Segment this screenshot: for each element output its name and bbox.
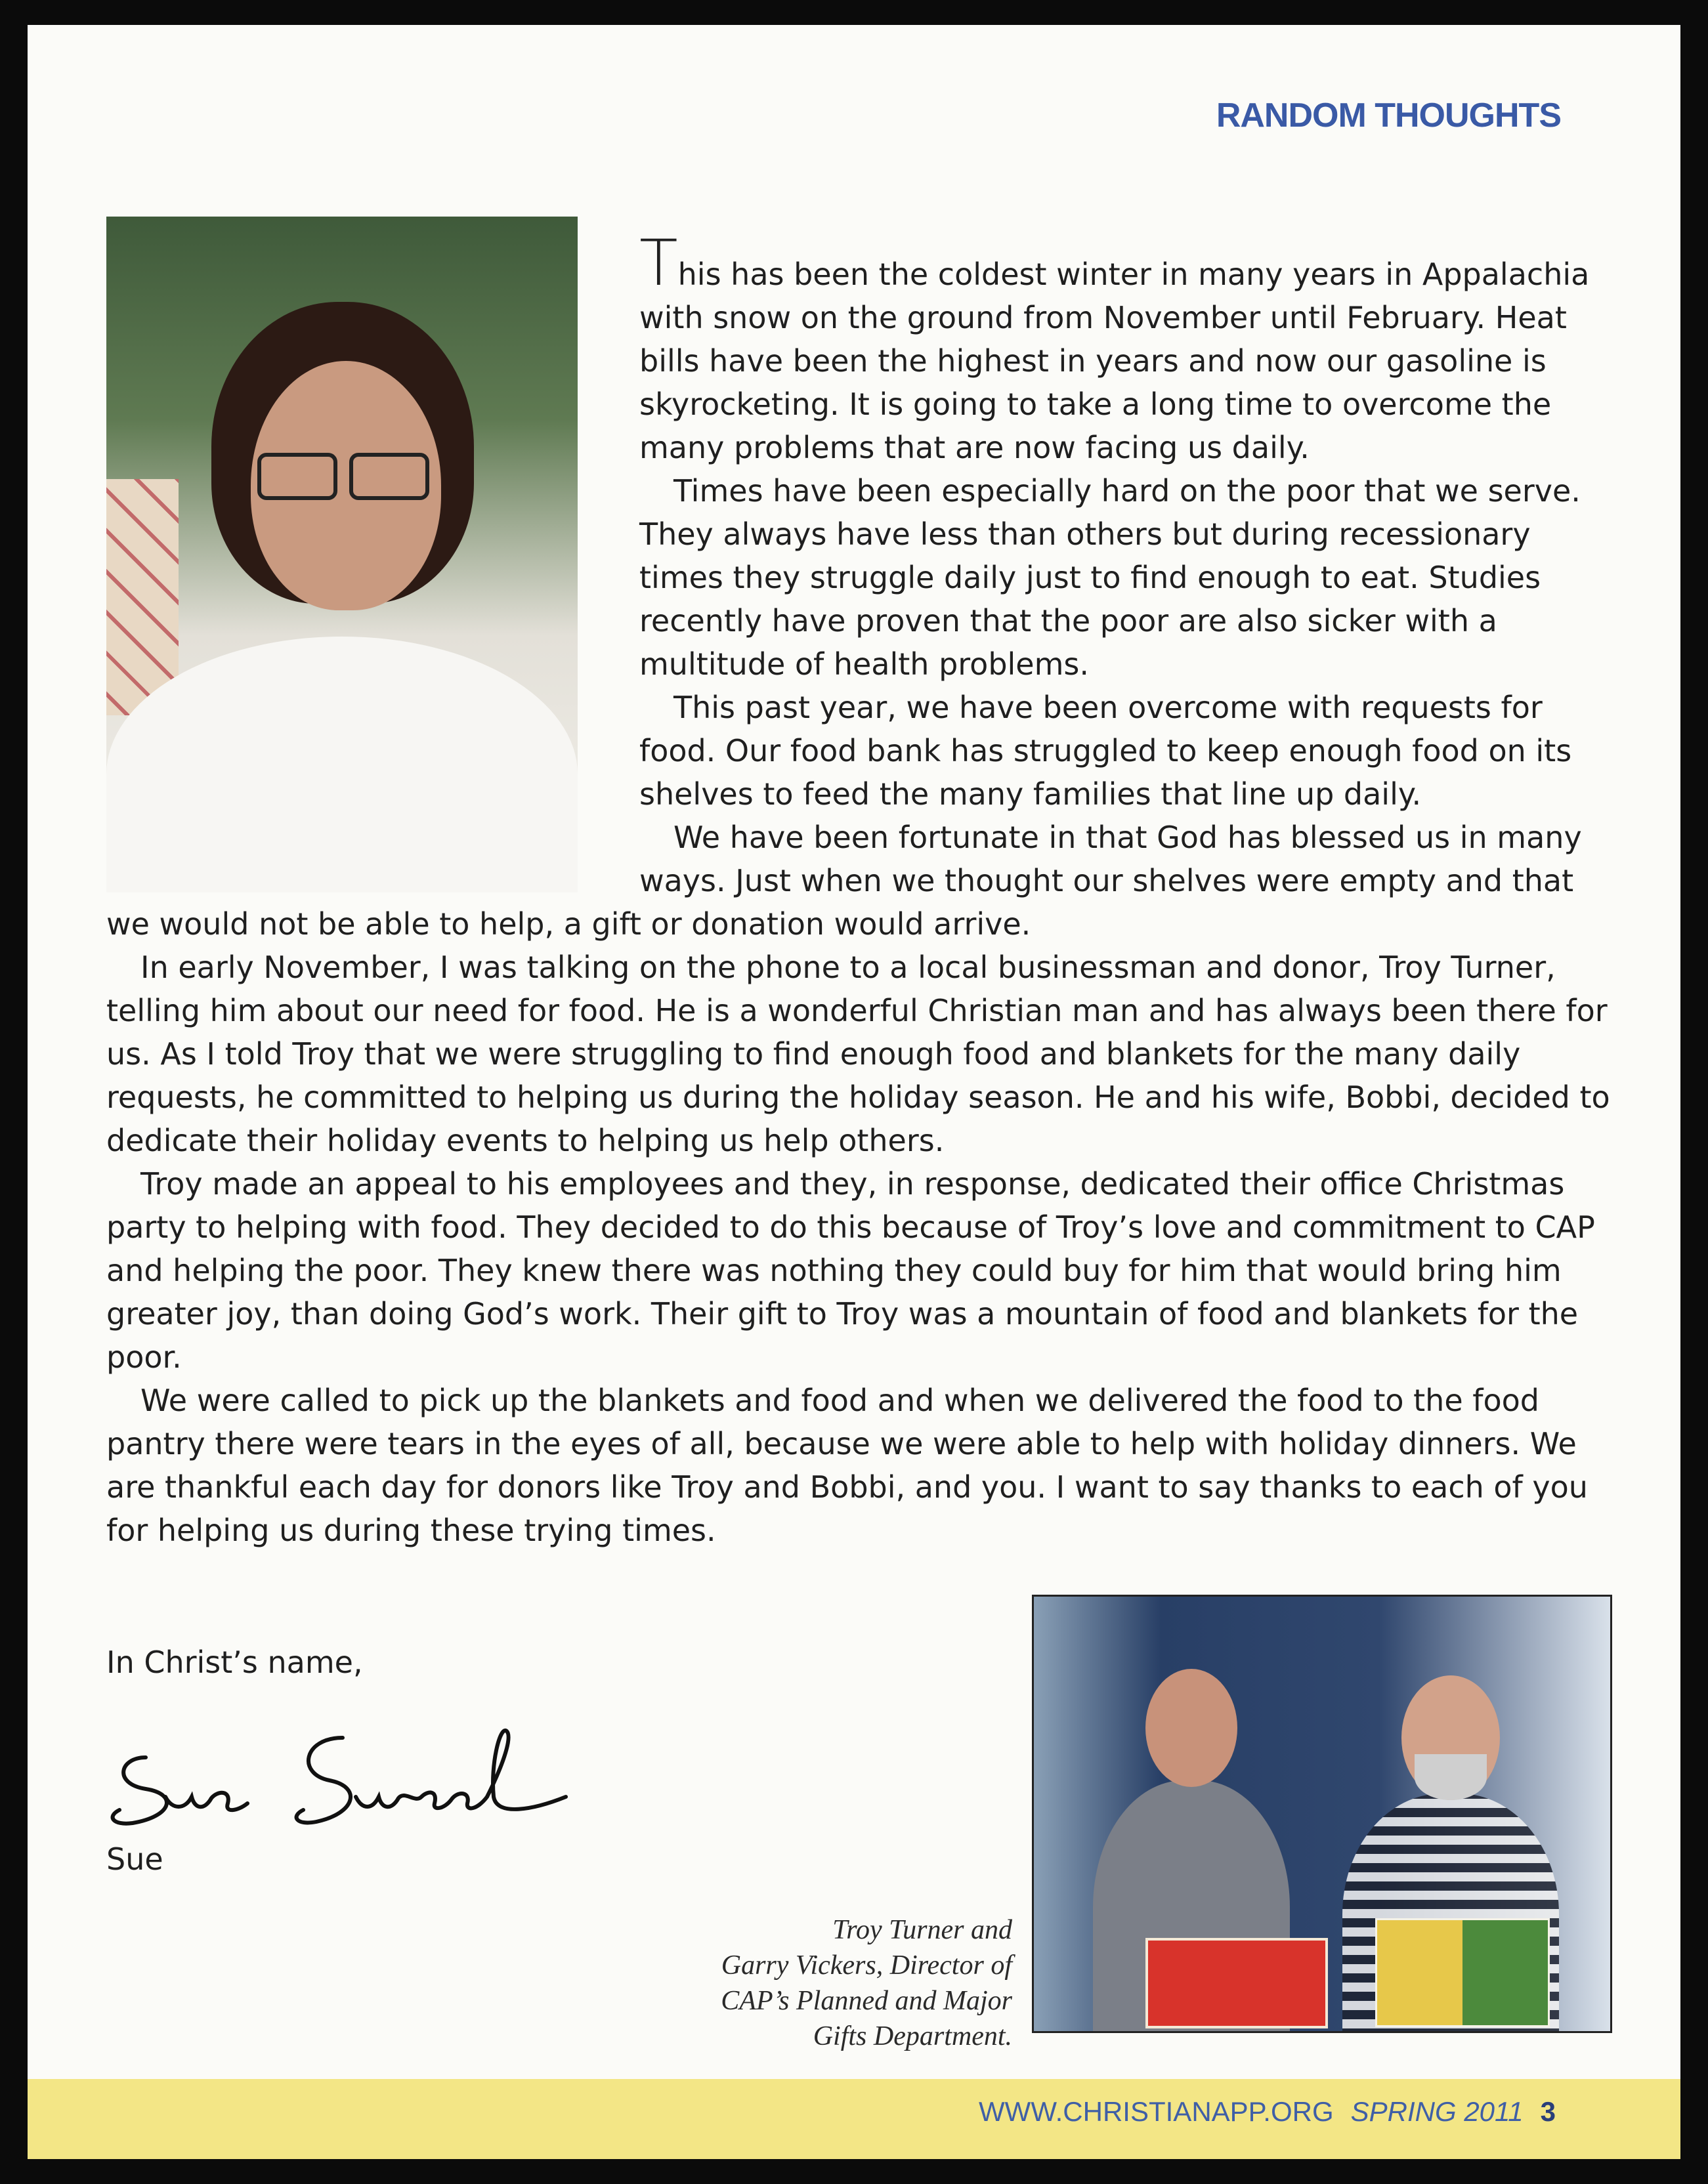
caption-line: Gifts Department. [813,2021,1012,2051]
article-paragraph: We have been fortunate in that God has blessed us in many ways. Just when we thought our shelves were empty and that we would not be able to help, a gift or donation would arrive. [106,820,1582,942]
caption-line: CAP’s Planned and Major [721,1986,1012,2016]
group-photo [1032,1595,1612,2033]
photo-beard [1415,1754,1487,1800]
article-paragraph: We were called to pick up the blankets and food and when we delivered the food to the food pantry there were tears in the eyes of all, because we were able to help with holiday dinners. We are thankful each day for donors like Troy and Bobbi, and you. I want to say thanks to each of you for helping us during these trying times. [106,1383,1588,1548]
footer-issue: SPRING 2011 [1350,2096,1524,2127]
closing-line: In Christ’s name, [106,1645,363,1680]
page-number: 3 [1540,2096,1556,2127]
article-paragraph: Troy made an appeal to his employees and they, in response, dedicated their office Christmas party to helping with food. They decided to do this because of Troy’s love and commitment to CAP and helping the poor. They knew there was nothing they could buy for him that would bring him greater joy, than doing God’s work. Their gift to Troy was a mountain of food and blankets for the poor. [106,1166,1595,1375]
caption-line: Garry Vickers, Director of [721,1950,1012,1981]
photo-caption [645,1912,1012,2054]
caption-line: Troy Turner and [832,1915,1012,1945]
food-box-right [1375,1918,1550,2027]
section-title: RANDOM THOUGHTS [1216,96,1561,135]
article-paragraph: In early November, I was talking on the phone to a local businessman and donor, Troy Turner, telling him about our need for food. He is a wonderful Christian man and has always been there for us. As I told Troy that we were struggling to find enough food and blankets for the many daily requests, he committed to helping us during the holiday season. He and his wife, Bobbi, decided to dedicate their holiday events to helping us help others. [106,950,1610,1158]
drop-cap: T [639,226,678,300]
article-paragraph: This past year, we have been overcome with requests for food. Our food bank has struggled to keep enough food on its shelves to feed the many families that line up daily. [639,690,1572,812]
footer-url[interactable]: WWW.CHRISTIANAPP.ORG [979,2096,1334,2127]
handwritten-signature [106,1712,592,1836]
photo-head [1145,1669,1237,1787]
footer [979,2096,1556,2128]
photo-wrap-space [106,242,639,898]
article-paragraph-text: his has been the coldest winter in many years in Appalachia with snow on the ground from November until February. Heat bills have been the highest in years and now our gasoline is skyrocketing. It is going to take a long time to overcome the many problems that are now facing us daily. [639,257,1590,465]
signer-name: Sue [106,1841,163,1877]
article-paragraph: Times have been especially hard on the poor that we serve. They always have less than others but during recessionary times they struggle daily just to find enough to eat. Studies recently have proven that the poor are also sicker with a multitude of health problems. [639,473,1581,682]
article-body [106,226,1616,1552]
food-box-left [1145,1938,1328,2028]
magazine-page [28,25,1680,2159]
